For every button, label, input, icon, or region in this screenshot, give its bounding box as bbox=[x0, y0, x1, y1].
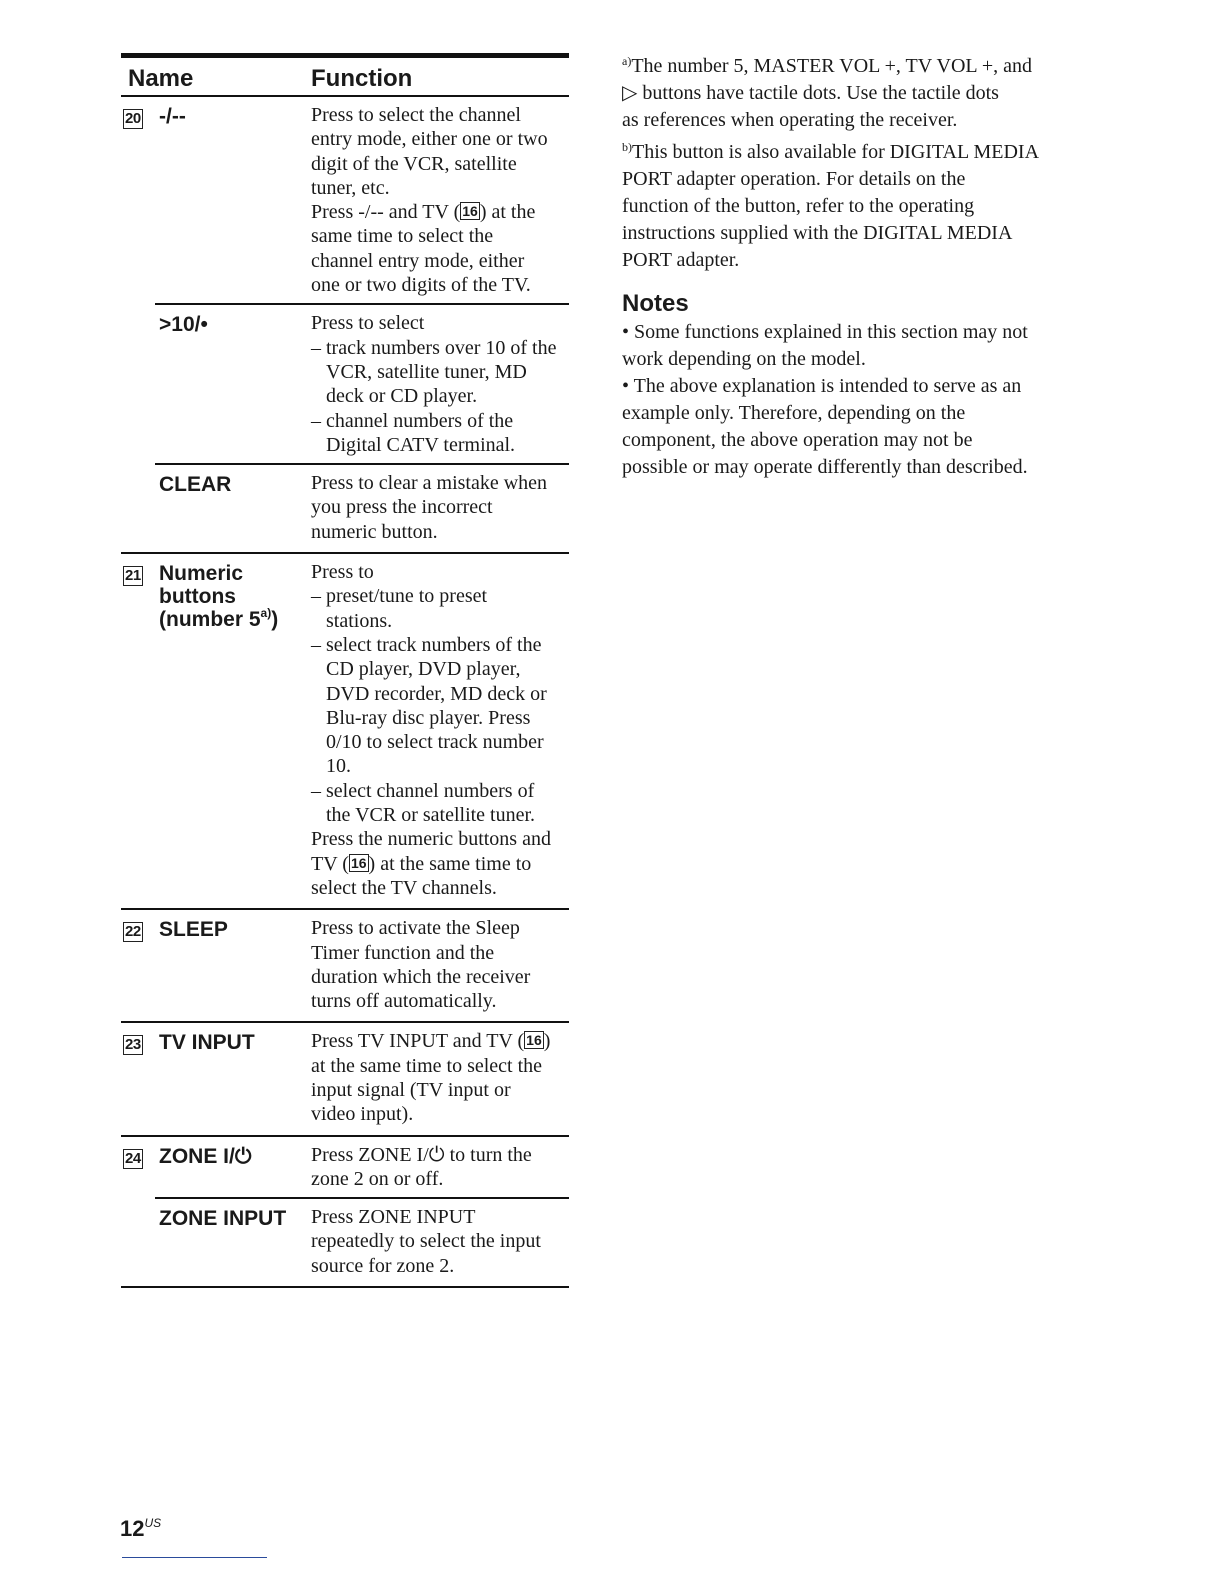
line-text: zone 2 on or off. bbox=[311, 1167, 444, 1190]
note-line: work depending on the model. bbox=[622, 348, 866, 370]
line-text: Press to select the channel bbox=[311, 104, 521, 126]
description-line bbox=[311, 273, 569, 297]
line-text: TV ( bbox=[311, 852, 349, 875]
description-line bbox=[311, 471, 569, 495]
footnotes bbox=[622, 48, 1072, 274]
page-number-value: 12 bbox=[120, 1516, 145, 1541]
button-name-text: -/-- bbox=[159, 105, 186, 128]
description-line bbox=[311, 609, 569, 633]
button-name-text: ZONE INPUT bbox=[159, 1207, 287, 1231]
footnote-mark: a) bbox=[622, 54, 632, 68]
button-name-text: SLEEP bbox=[159, 918, 228, 942]
description-line bbox=[311, 360, 569, 384]
description-line bbox=[311, 1102, 569, 1126]
button-name bbox=[159, 918, 309, 941]
note-line: • The above explanation is intended to serve as an bbox=[622, 375, 1022, 397]
line-text: Press to bbox=[311, 561, 374, 584]
note-line: possible or may operate differently than described. bbox=[622, 456, 1028, 478]
notes-list bbox=[622, 319, 1072, 481]
table-row bbox=[121, 465, 569, 554]
footnote-line bbox=[622, 247, 1072, 274]
description-line bbox=[311, 803, 569, 827]
line-text: video input). bbox=[311, 1103, 414, 1126]
description-line bbox=[311, 409, 569, 433]
line-text: Press to select bbox=[311, 312, 425, 335]
description-line bbox=[311, 989, 569, 1013]
description-line bbox=[311, 827, 569, 851]
note-line: component, the above operation may not be bbox=[622, 429, 973, 451]
description-line bbox=[311, 1229, 569, 1253]
footnote-text: instructions supplied with the DIGITAL MEDIA bbox=[622, 222, 1013, 244]
footnote bbox=[622, 48, 1072, 134]
line-text: deck or CD player. bbox=[326, 385, 478, 408]
line-text: at the same time to select the bbox=[311, 1054, 543, 1077]
description-line bbox=[311, 560, 569, 584]
button-ref-badge: 16 bbox=[526, 1032, 542, 1049]
description-line bbox=[311, 433, 569, 457]
item-number-badge: 20 bbox=[125, 110, 141, 127]
description-line bbox=[311, 176, 569, 200]
description-line bbox=[311, 657, 569, 681]
description-line bbox=[311, 249, 569, 273]
description-line bbox=[311, 1029, 569, 1053]
note-line: • Some functions explained in this section may not bbox=[622, 321, 1028, 343]
description-line bbox=[311, 311, 569, 335]
function-table bbox=[121, 53, 569, 1288]
description-line bbox=[311, 152, 569, 176]
line-text: duration which the receiver bbox=[311, 965, 531, 988]
footnote-text: PORT adapter operation. For details on the bbox=[622, 168, 966, 190]
footnote-text: This button is also available for DIGITAL MEDIA bbox=[632, 141, 1040, 163]
note-item bbox=[622, 373, 1072, 481]
line-text: Press TV INPUT and TV ( bbox=[311, 1030, 525, 1053]
table-header bbox=[121, 53, 569, 97]
button-name-text: Numeric buttons (number 5 bbox=[159, 562, 261, 632]
line-text: – select track numbers of the bbox=[311, 633, 542, 656]
function-description bbox=[311, 471, 569, 544]
description-line bbox=[311, 876, 569, 900]
function-description bbox=[311, 916, 569, 1013]
description-line bbox=[311, 779, 569, 803]
description-line bbox=[311, 1167, 569, 1191]
button-name bbox=[159, 562, 309, 631]
table-row bbox=[121, 305, 569, 465]
line-text: – track numbers over 10 of the bbox=[311, 336, 557, 359]
line-text: – select channel numbers of bbox=[311, 779, 535, 802]
line-text: one or two digits of the TV. bbox=[311, 274, 531, 297]
footnote-line bbox=[622, 107, 1072, 134]
table-row bbox=[121, 1137, 569, 1200]
description-line bbox=[311, 1054, 569, 1078]
line-text: Blu-ray disc player. Press bbox=[326, 706, 531, 729]
table-row bbox=[121, 97, 569, 305]
footnote-line bbox=[622, 193, 1072, 220]
header-name: Name bbox=[128, 65, 194, 92]
page-number bbox=[120, 1516, 161, 1542]
item-number-badge: 21 bbox=[125, 567, 141, 585]
description-line bbox=[311, 852, 569, 876]
footnote-ref: a) bbox=[260, 606, 272, 621]
line-text: turns off automatically. bbox=[311, 990, 497, 1013]
description-line bbox=[311, 633, 569, 657]
line-text: 10. bbox=[326, 755, 351, 778]
line-text: source for zone 2. bbox=[311, 1254, 455, 1277]
description-line bbox=[311, 103, 569, 127]
header-function: Function bbox=[311, 65, 413, 92]
description-line bbox=[311, 1143, 569, 1167]
note-line: example only. Therefore, depending on the bbox=[622, 402, 966, 424]
line-text: stations. bbox=[326, 609, 393, 632]
line-text-end: ) at the bbox=[479, 201, 536, 224]
description-line bbox=[311, 1078, 569, 1102]
description-line bbox=[311, 754, 569, 778]
button-name-text: ZONE I/⏻ bbox=[159, 1144, 252, 1168]
footnote-text: as references when operating the receiver. bbox=[622, 109, 958, 131]
line-text: you press the incorrect bbox=[311, 496, 493, 519]
footnote-line bbox=[622, 220, 1072, 247]
button-name bbox=[159, 105, 309, 128]
footnote-line bbox=[622, 166, 1072, 193]
description-line bbox=[311, 730, 569, 754]
button-name bbox=[159, 313, 309, 336]
button-name-end: ) bbox=[271, 608, 279, 632]
line-text: – preset/tune to preset bbox=[311, 585, 488, 608]
description-line bbox=[311, 1254, 569, 1278]
line-text: repeatedly to select the input bbox=[311, 1230, 541, 1253]
line-text: Press the numeric buttons and bbox=[311, 828, 551, 851]
function-description bbox=[311, 1205, 569, 1278]
function-description bbox=[311, 560, 569, 900]
description-line bbox=[311, 495, 569, 519]
function-description bbox=[311, 103, 569, 297]
line-text: Press to activate the Sleep bbox=[311, 917, 520, 940]
table-row bbox=[121, 1023, 569, 1136]
line-text: 0/10 to select track number bbox=[326, 731, 544, 754]
button-ref-badge: 16 bbox=[462, 203, 478, 220]
line-text: Press ZONE INPUT bbox=[311, 1206, 476, 1229]
button-name-text: TV INPUT bbox=[159, 1031, 255, 1055]
table-row bbox=[121, 554, 569, 910]
button-name bbox=[159, 1207, 309, 1230]
button-name-text: CLEAR bbox=[159, 473, 232, 497]
description-line bbox=[311, 520, 569, 544]
description-line bbox=[311, 127, 569, 151]
description-line bbox=[311, 336, 569, 360]
button-name bbox=[159, 1031, 309, 1054]
button-ref-badge: 16 bbox=[350, 854, 367, 871]
line-text: entry mode, either one or two bbox=[311, 128, 548, 151]
line-text: select the TV channels. bbox=[311, 876, 497, 899]
line-text: DVD recorder, MD deck or bbox=[326, 682, 547, 705]
function-description bbox=[311, 311, 569, 457]
button-name bbox=[159, 1145, 309, 1168]
button-name-text: >10/• bbox=[159, 313, 208, 337]
table-body bbox=[121, 97, 569, 1288]
footnote-text: PORT adapter. bbox=[622, 249, 740, 271]
footnote-line bbox=[622, 134, 1072, 166]
line-text: same time to select the bbox=[311, 225, 494, 248]
line-text: numeric button. bbox=[311, 520, 438, 543]
description-line bbox=[311, 200, 569, 224]
line-text: Press ZONE I/⏻ to turn the bbox=[311, 1143, 532, 1166]
line-text: tuner, etc. bbox=[311, 176, 390, 199]
description-line bbox=[311, 706, 569, 730]
description-line bbox=[311, 965, 569, 989]
footnote-text: function of the button, refer to the operating bbox=[622, 195, 975, 217]
footnote-line bbox=[622, 80, 1072, 107]
description-line bbox=[311, 584, 569, 608]
footnote-line bbox=[622, 48, 1072, 80]
footnote bbox=[622, 134, 1072, 274]
line-text: Press -/-- and TV ( bbox=[311, 201, 461, 224]
description-line bbox=[311, 941, 569, 965]
line-text: Timer function and the bbox=[311, 941, 495, 964]
note-item bbox=[622, 319, 1072, 373]
footnote-mark: b) bbox=[622, 140, 632, 154]
table-row bbox=[121, 910, 569, 1023]
line-text-end: ) at the same time to bbox=[368, 852, 532, 875]
footnote-text: The number 5, MASTER VOL +, TV VOL +, and bbox=[631, 55, 1033, 77]
item-number-badge: 24 bbox=[125, 1149, 141, 1167]
line-text: digit of the VCR, satellite bbox=[311, 152, 517, 175]
line-text: the VCR or satellite tuner. bbox=[326, 804, 536, 827]
line-text: VCR, satellite tuner, MD bbox=[326, 360, 527, 383]
line-text: CD player, DVD player, bbox=[326, 658, 521, 681]
footnote-text: ▷ buttons have tactile dots. Use the tactile dots bbox=[622, 82, 999, 104]
line-text: Press to clear a mistake when bbox=[311, 472, 548, 495]
page-number-suffix: US bbox=[144, 1516, 162, 1530]
function-description bbox=[311, 1143, 569, 1192]
function-description bbox=[311, 1029, 569, 1126]
line-text: channel entry mode, either bbox=[311, 249, 525, 272]
line-text-end: ) bbox=[543, 1030, 551, 1053]
line-text: Digital CATV terminal. bbox=[326, 433, 516, 456]
item-number-badge: 23 bbox=[125, 1036, 141, 1054]
button-name bbox=[159, 473, 309, 496]
line-text: – channel numbers of the bbox=[311, 409, 514, 432]
description-line bbox=[311, 1205, 569, 1229]
item-number-badge: 22 bbox=[125, 923, 141, 941]
description-line bbox=[311, 224, 569, 248]
description-line bbox=[311, 916, 569, 940]
line-text: input signal (TV input or bbox=[311, 1078, 511, 1101]
right-column bbox=[622, 48, 1072, 481]
footer-rule bbox=[122, 1557, 267, 1558]
notes-title: Notes bbox=[622, 290, 689, 317]
table-row bbox=[121, 1199, 569, 1288]
description-line bbox=[311, 682, 569, 706]
description-line bbox=[311, 384, 569, 408]
